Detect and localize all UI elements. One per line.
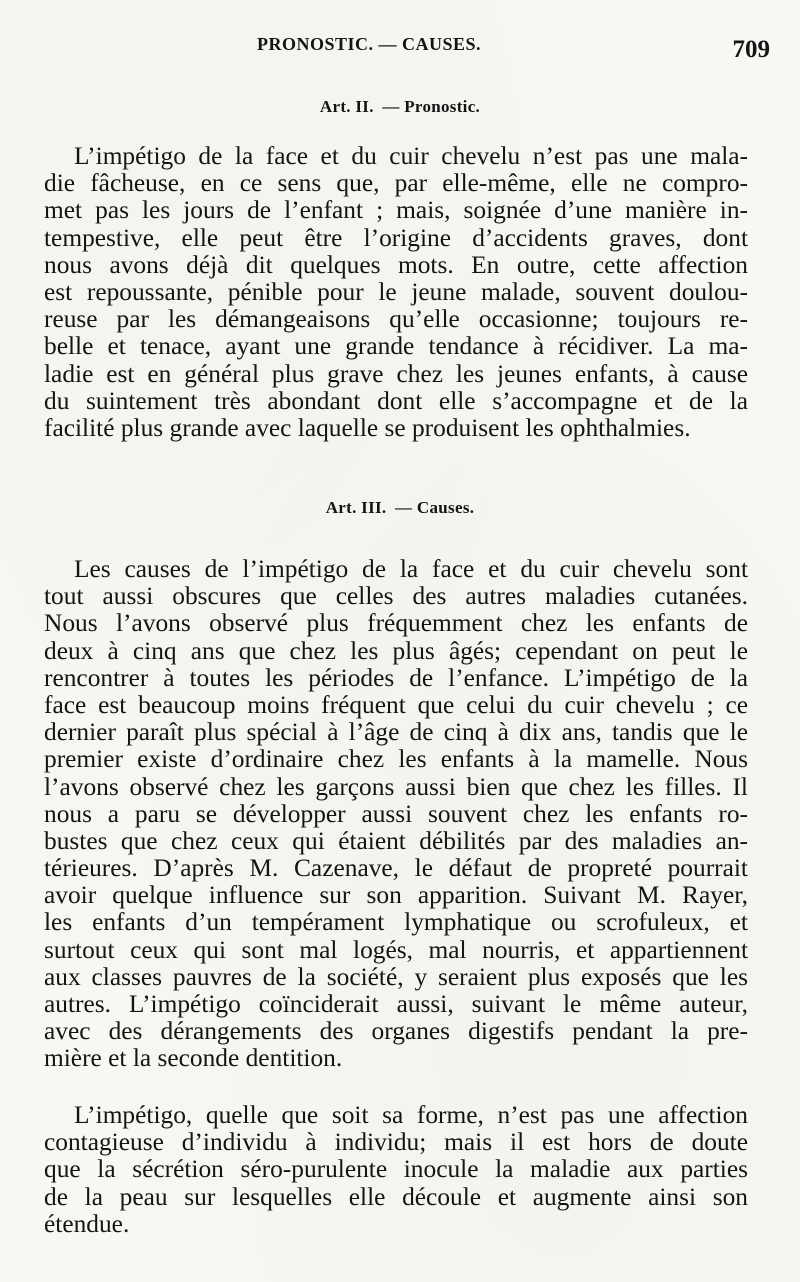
text-line: rencontrer à toutes les périodes de l’enfance. L’impétigo de la (44, 663, 748, 692)
text-line: face est beaucoup moins fréquent que celui du cuir chevelu ; ce (44, 690, 748, 719)
title-separator: — (395, 498, 413, 517)
text-line: aux classes pauvres de la société, y seraient plus exposés que les (44, 962, 748, 991)
text-line: ladie est en général plus grave chez les jeunes enfants, à cause (44, 359, 748, 388)
text-line: est repoussante, pénible pour le jeune malade, souvent doulou- (44, 277, 748, 306)
text-line: nous avons déjà dit quelques mots. En outre, cette affection (44, 250, 748, 279)
text-line: mière et la seconde dentition. (44, 1044, 343, 1073)
page-number: 709 (732, 36, 770, 63)
text-line: les enfants d’un tempérament lymphatique ou scrofuleux, et (44, 908, 748, 937)
text-line: die fâcheuse, en ce sens que, par elle-même, elle ne compro- (44, 169, 748, 198)
text-line: surtout ceux qui sont mal logés, mal nourris, et appartiennent (44, 935, 748, 964)
text-line: deux à cinq ans que chez les plus âgés; cependant on peut le (44, 636, 748, 665)
text-line: de la peau sur lesquelles elle découle et augmente ainsi son (44, 1182, 748, 1211)
text-line: Nous l’avons observé plus fréquemment chez les enfants de (44, 609, 748, 638)
text-line: tempestive, elle peut être l’origine d’accidents graves, dont (44, 223, 748, 252)
article-label: Art. II. (319, 97, 374, 116)
text-line: que la sécrétion séro-purulente inocule la maladie aux parties (44, 1155, 748, 1184)
section-heading-pronostic (0, 97, 800, 117)
text-line: contagieuse d’individu à individu; mais il est hors de doute (44, 1128, 748, 1157)
section-title: Causes. (416, 498, 475, 517)
text-line: Les causes de l’impétigo de la face et du cuir chevelu sont (74, 555, 748, 583)
title-separator: — (382, 97, 400, 116)
text-line: met pas les jours de l’enfant ; mais, soignée d’une manière in- (44, 196, 748, 225)
section-body-pronostic (44, 143, 748, 442)
text-line: avoir quelque influence sur son apparition. Suivant M. Rayer, (44, 881, 748, 910)
section-body-causes-paragraph-2 (44, 1102, 748, 1238)
text-line: l’avons observé chez les garçons aussi bien que chez les filles. Il (44, 772, 748, 801)
text-line: premier existe d’ordinaire chez les enfants à la mamelle. Nous (44, 745, 748, 774)
text-line: dernier paraît plus spécial à l’âge de cinq à dix ans, tandis que le (44, 718, 748, 747)
text-line: autres. L’impétigo coïnciderait aussi, suivant le même auteur, (44, 990, 748, 1018)
section-title: Pronostic. (404, 97, 481, 116)
running-header (0, 34, 800, 64)
section-body-causes-paragraph-1 (44, 556, 748, 1073)
text-line: avec des dérangements des organes digestifs pendant la pre- (44, 1017, 748, 1046)
text-line: nous a paru se développer aussi souvent chez les enfants ro- (44, 799, 748, 828)
text-line: bustes que chez ceux qui étaient débilités par des maladies an- (44, 826, 748, 855)
text-line: facilité plus grande avec laquelle se produisent les ophthalmies. (44, 413, 691, 442)
text-line: étendue. (44, 1209, 130, 1238)
text-line: térieures. D’après M. Cazenave, le défaut de propreté pourrait (44, 854, 748, 883)
section-heading-causes (0, 498, 800, 518)
text-line: du suintement très abondant dont elle s’accompagne et de la (44, 386, 748, 415)
text-line: tout aussi obscures que celles des autres maladies cutanées. (44, 582, 748, 611)
text-line: belle et tenace, ayant une grande tendance à récidiver. La ma- (44, 332, 748, 361)
article-label: Art. III. (325, 498, 387, 517)
running-title: PRONOSTIC. — CAUSES. (257, 34, 482, 54)
text-line: L’impétigo, quelle que soit sa forme, n’est pas une affection (74, 1101, 748, 1129)
text-line: reuse par les démangeaisons qu’elle occasionne; toujours re- (44, 305, 748, 334)
text-line: L’impétigo de la face et du cuir chevelu n’est pas une mala- (74, 142, 748, 170)
